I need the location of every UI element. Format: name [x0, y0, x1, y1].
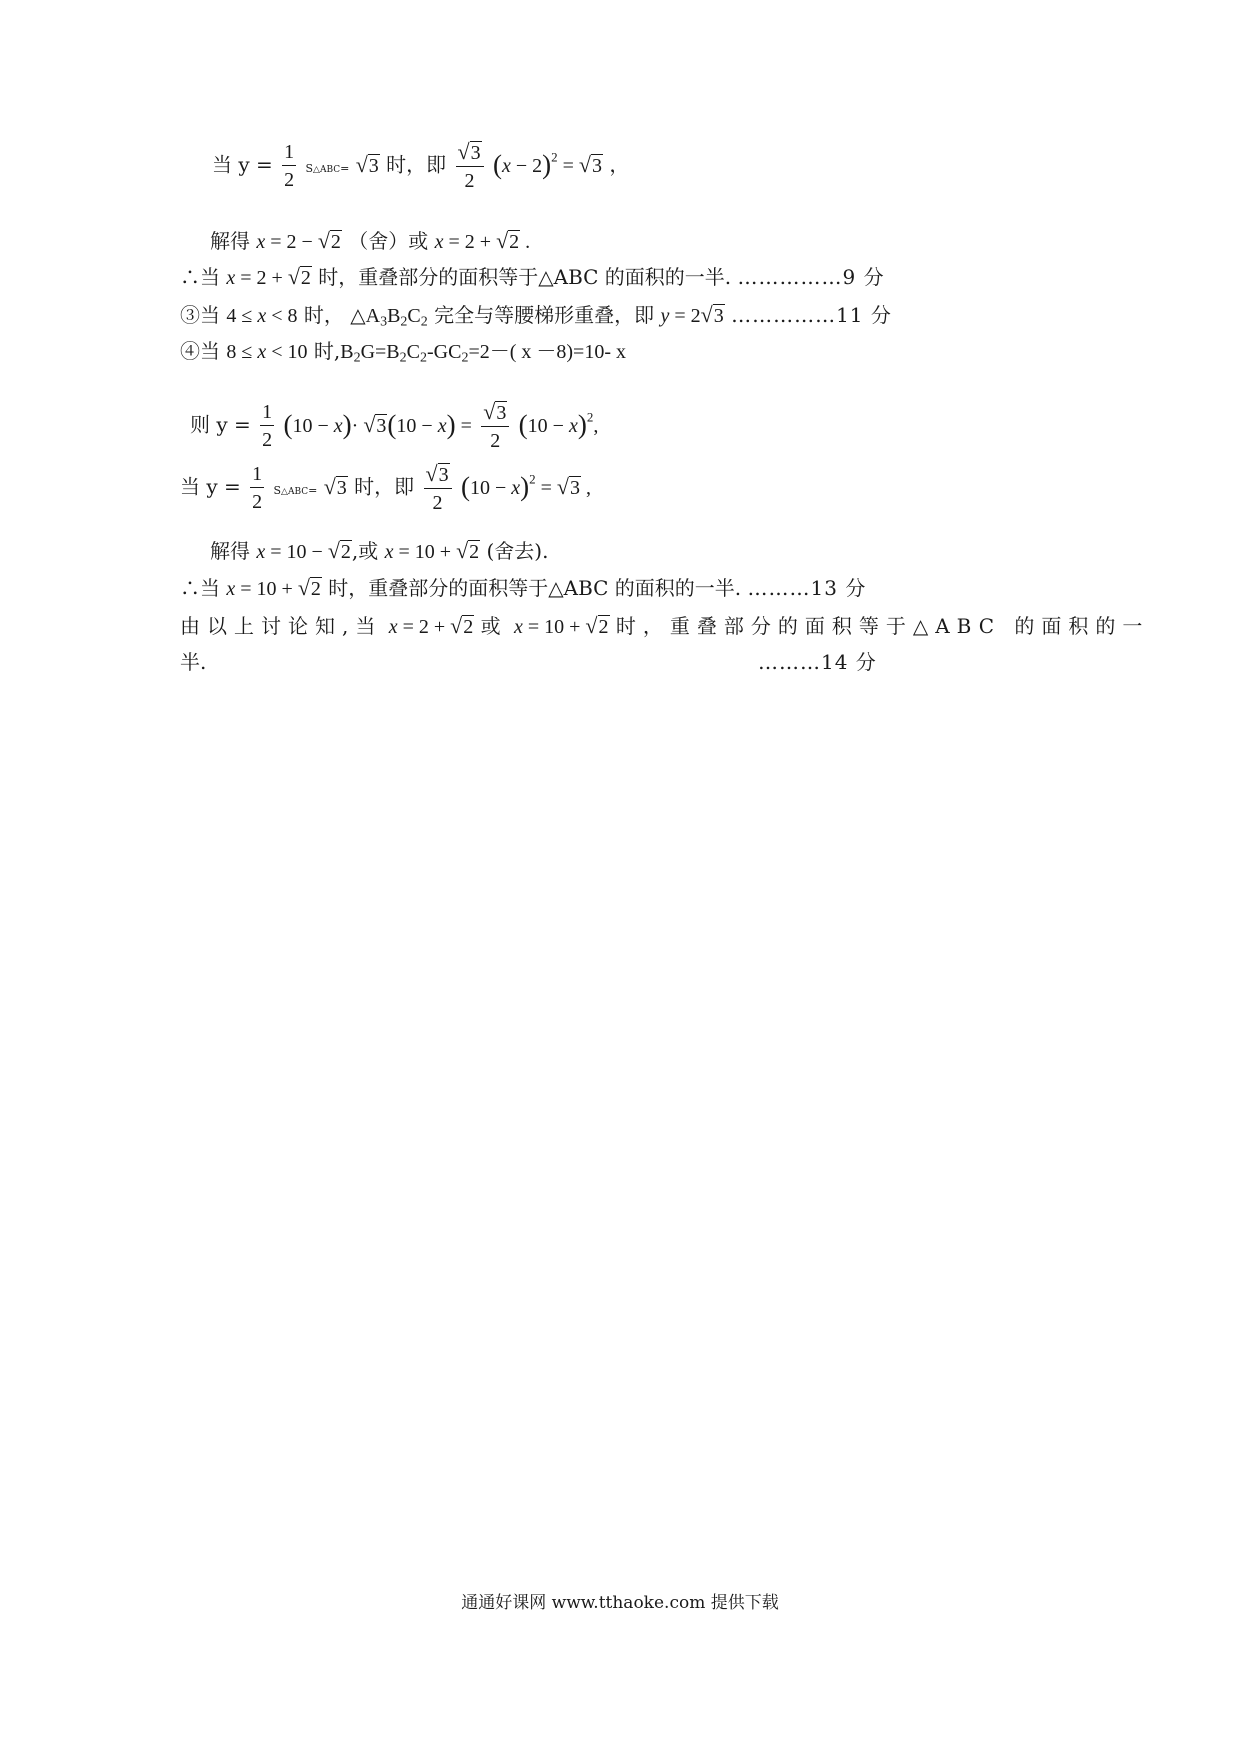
line-5 [180, 341, 626, 366]
text: 时，即 [354, 474, 415, 499]
footer [0, 1588, 1240, 1613]
line-4 [180, 304, 892, 330]
sqrt-3: √3 [355, 151, 379, 177]
expression: x = 10 − √2 [256, 538, 351, 563]
text: ， [609, 152, 630, 177]
text: 当 y = [212, 152, 273, 177]
expression: x = 10 + √2 [226, 575, 321, 600]
text: 完全与等腰梯形重叠，即 [434, 303, 655, 327]
text: ,或 [351, 539, 379, 563]
line-3 [180, 266, 885, 288]
triangle: $\triangle A_3B_2C_2$ [350, 305, 428, 330]
expression: $(10 - x)^2$, [518, 409, 599, 440]
line-2 [210, 230, 530, 252]
text: ∴当 [180, 265, 220, 289]
text: 或 [480, 614, 508, 638]
line-6 [190, 400, 598, 452]
line-11 [180, 652, 206, 672]
fraction-sqrt3-over-2: $\frac{√3}{2}$ [481, 400, 509, 452]
inequality: 8 ≤ x < 10 [226, 341, 308, 363]
line-7 [180, 462, 591, 514]
inequality: 4 ≤ x < 8 [226, 305, 298, 327]
line-8 [210, 540, 548, 562]
text: ③当 [180, 303, 220, 327]
expression: $B_2G=B_2C_2-GC_2=2-$( x －8)=10- x [340, 341, 626, 366]
score: ………13 分 [747, 576, 867, 600]
text: 解得 [210, 229, 250, 253]
text: 时, [313, 339, 341, 363]
score-14 [758, 652, 877, 672]
line-9 [180, 577, 866, 599]
text: 时，即 [386, 152, 447, 177]
expression: x = 2 + √2 . [434, 228, 531, 253]
text: 则 y = [190, 412, 251, 437]
text: ④当 [180, 339, 220, 363]
text: 时，重叠部分的面积等于△ABC 的面积的一 [615, 614, 1150, 638]
fraction-half: $\frac{1}{2}$ [262, 401, 273, 452]
fraction-half: $\frac{1}{2}$ [252, 463, 263, 514]
expression: (10 − x)· √3(10 − x) = [283, 409, 472, 440]
expression: x = 2 − √2 [256, 228, 341, 253]
expression: x = 2 + √2 [226, 264, 311, 289]
expression: $(x - 2)^2 = √3$ [492, 149, 602, 180]
text: ∴当 [180, 576, 220, 600]
sqrt-3: √3 [323, 473, 347, 499]
text: 半. [180, 650, 207, 674]
expression: x = 2 + √2 [388, 613, 474, 638]
score: ………14 分 [758, 650, 877, 674]
s-abc: S△ABC= [273, 483, 318, 497]
footer-text: 通通好课网 www.tthaoke.com 提供下载 [461, 1593, 779, 1613]
text: 由以上讨论知,当 [180, 614, 383, 638]
expression: x = 10 + √2 [513, 613, 609, 638]
text: 时，重叠部分的面积等于△ABC 的面积的一半. [318, 265, 732, 289]
expression: $(10 - x)^2 = √3$ , [460, 471, 591, 502]
text: 解得 [210, 539, 250, 563]
fraction-half: $\frac{1}{2}$ [284, 141, 295, 192]
text: 时，重叠部分的面积等于△ABC 的面积的一半. [328, 576, 742, 600]
expression: y = 2√3 [660, 302, 724, 327]
s-abc: S△ABC= [305, 161, 350, 175]
text: 时， [303, 303, 344, 327]
text: （舍）或 [348, 229, 429, 253]
expression: x = 10 + √2 [384, 538, 480, 563]
score: ……………9 分 [737, 265, 885, 289]
text: (舍去). [486, 539, 549, 563]
fraction-sqrt3-over-2: $\frac{√3}{2}$ [424, 462, 452, 514]
line-1 [212, 140, 629, 192]
text: 当 y = [180, 474, 241, 499]
fraction-sqrt3-over-2: $\frac{√3}{2}$ [456, 140, 484, 192]
line-10 [180, 613, 1150, 638]
score: ……………11 分 [731, 303, 892, 327]
